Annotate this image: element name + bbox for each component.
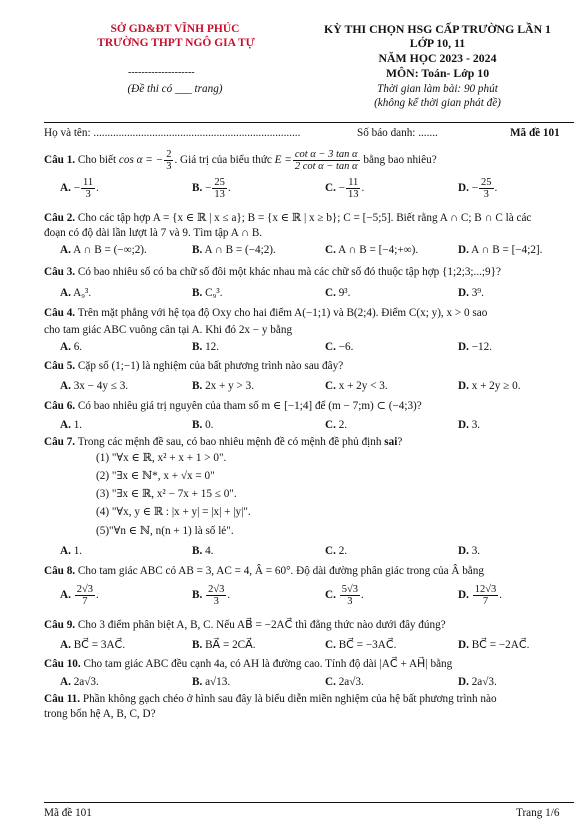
question-4: Câu 4. Trên mặt phẳng với hệ tọa độ Oxy cho hai điểm A(−1;1) và B(2;4). Điểm C(x; y), x > 0 sao xyxy=(44,307,488,319)
q3-option-b[interactable]: B. C₉³. xyxy=(192,287,223,299)
q5-option-d[interactable]: D. x + 2y ≥ 0. xyxy=(458,380,521,392)
q2-option-c[interactable]: C. A ∩ B = [−4;+∞). xyxy=(325,244,419,256)
question-1: Câu 1. Cho biết cos α = − $\frac{2}{3}$ . Giá trị của biểu thức E = $\frac{\text{cot α − 3 tan α}}{\text{2 cot α − tan α}}$ bằng bao nhiêu? xyxy=(44,149,437,173)
q4-option-c[interactable]: C. −6. xyxy=(325,341,354,353)
q9-option-c[interactable]: C. BC⃗ = −3AC⃗. xyxy=(325,639,397,651)
q8-option-b[interactable]: B. $\frac{2√3}{3}$ . xyxy=(192,584,231,608)
q7-option-a[interactable]: A. 1. xyxy=(60,545,83,557)
school-name: TRƯỜNG THPT NGÔ GIA TỰ xyxy=(97,37,255,49)
q10-option-c[interactable]: C. 2a√3. xyxy=(325,676,364,688)
q1-option-a[interactable]: A. − $\frac{11}{3}$ . xyxy=(60,177,99,201)
q8-option-d[interactable]: D. $\frac{12√3}{7}$ . xyxy=(458,584,502,608)
q6-option-a[interactable]: A. 1. xyxy=(60,419,83,431)
question-5: Câu 5. Cặp số (1;−1) là nghiệm của bất phương trình nào sau đây? xyxy=(44,360,344,372)
q7-statement-5: (5)"∀n ∈ ℕ, n(n + 1) là số lẻ". xyxy=(96,525,234,537)
question-6: Câu 6. Có bao nhiêu giá trị nguyên của tham số m ∈ [−1;4] để (m − 7;m) ⊂ (−4;3)? xyxy=(44,400,422,412)
footer-divider xyxy=(44,802,574,803)
exam-time: Thời gian làm bài: 90 phút xyxy=(377,83,498,95)
header-dashes: -------------------- xyxy=(128,67,195,78)
header-divider xyxy=(44,122,574,123)
q5-option-c[interactable]: C. x + 2y < 3. xyxy=(325,380,388,392)
q2-option-b[interactable]: B. A ∩ B = (−4;2). xyxy=(192,244,276,256)
page-number: Trang 1/6 xyxy=(516,807,560,819)
q6-option-d[interactable]: D. 3. xyxy=(458,419,481,431)
footer-exam-code: Mã đề 101 xyxy=(44,807,92,819)
pages-note: (Đề thi có ___ trang) xyxy=(127,83,223,95)
q2-option-a[interactable]: A. A ∩ B = (−∞;2). xyxy=(60,244,147,256)
q7-option-b[interactable]: B. 4. xyxy=(192,545,214,557)
q3-option-a[interactable]: A. A₉³. xyxy=(60,287,92,299)
q9-option-b[interactable]: B. BA⃗ = 2CA⃗. xyxy=(192,639,256,651)
q7-option-c[interactable]: C. 2. xyxy=(325,545,348,557)
student-id-field: Số báo danh: ....... xyxy=(357,127,438,139)
q10-option-d[interactable]: D. 2a√3. xyxy=(458,676,497,688)
q2-option-d[interactable]: D. A ∩ B = [−4;2]. xyxy=(458,244,543,256)
q3-option-c[interactable]: C. 9³. xyxy=(325,287,351,299)
q9-option-a[interactable]: A. BC⃗ = 3AC⃗. xyxy=(60,639,126,651)
q7-statement-3: (3) "∃x ∈ ℝ, x² − 7x + 15 ≤ 0". xyxy=(96,488,237,500)
q7-statement-4: (4) "∀x, y ∈ ℝ : |x + y| = |x| + |y|". xyxy=(96,506,251,518)
question-7: Câu 7. Trong các mệnh đề sau, có bao nhiêu mệnh đề có mệnh đề phủ định sai? xyxy=(44,436,403,448)
q4-option-d[interactable]: D. −12. xyxy=(458,341,492,353)
q1-option-d[interactable]: D. − $\frac{25}{3}$ . xyxy=(458,177,498,201)
question-2: Câu 2. Cho các tập hợp A = {x ∈ ℝ | x ≤ a}; B = {x ∈ ℝ | x ≥ b}; C = [−5;5]. Biết rằng A ∩ C; B ∩ C là các xyxy=(44,212,532,224)
question-4-line2: cho tam giác ABC vuông cân tại A. Khi đó 2x − y bằng xyxy=(44,324,293,336)
question-2-line2: đoạn có độ dài lần lượt là 7 và 9. Tìm tập A ∩ B. xyxy=(44,227,263,239)
q7-statement-1: (1) "∀x ∈ ℝ, x² + x + 1 > 0". xyxy=(96,452,227,464)
question-11-line2: trong bốn hệ A, B, C, D? xyxy=(44,708,156,720)
question-10: Câu 10. Cho tam giác ABC đều cạnh 4a, có AH là đường cao. Tính độ dài |AC⃗ + AH⃗| bằng xyxy=(44,658,453,670)
q1-option-b[interactable]: B. − $\frac{25}{13}$ . xyxy=(192,177,231,201)
school-year: NĂM HỌC 2023 - 2024 xyxy=(378,51,497,65)
q4-option-b[interactable]: B. 12. xyxy=(192,341,220,353)
student-name-field: Họ và tên: .......................................................................... xyxy=(44,127,301,139)
question-3: Câu 3. Có bao nhiêu số có ba chữ số đôi một khác nhau mà các chữ số đó thuộc tập hợp {1;2;3;...;9}? xyxy=(44,266,501,278)
grade: LỚP 10, 11 xyxy=(409,36,466,50)
department: SỞ GD&ĐT VĨNH PHÚC xyxy=(110,23,240,35)
question-9: Câu 9. Cho 3 điểm phân biệt A, B, C. Nếu AB⃗ = −2AC⃗ thì đẳng thức nào dưới đây đúng? xyxy=(44,619,446,631)
q8-option-a[interactable]: A. $\frac{2√3}{7}$ . xyxy=(60,584,99,608)
q3-option-d[interactable]: D. 3⁹. xyxy=(458,287,484,299)
q5-option-a[interactable]: A. 3x − 4y ≤ 3. xyxy=(60,380,129,392)
q1-option-c[interactable]: C. − $\frac{11}{13}$ . xyxy=(325,177,365,201)
question-11: Câu 11. Phần không gạch chéo ở hình sau đây là biểu diễn miền nghiệm của hệ bất phương trình nào xyxy=(44,693,497,705)
exam-title: KỲ THI CHỌN HSG CẤP TRƯỜNG LẦN 1 xyxy=(324,22,551,36)
exam-time-note: (không kể thời gian phát đề) xyxy=(374,97,501,109)
exam-code: Mã đề 101 xyxy=(510,127,560,139)
q6-option-c[interactable]: C. 2. xyxy=(325,419,348,431)
q8-option-c[interactable]: C. $\frac{5√3}{3}$ . xyxy=(325,584,364,608)
question-8: Câu 8. Cho tam giác ABC có AB = 3, AC = 4, Â = 60°. Độ dài đường phân giác trong của Â bằng xyxy=(44,565,484,577)
subject: MÔN: Toán- Lớp 10 xyxy=(385,66,490,80)
q6-option-b[interactable]: B. 0. xyxy=(192,419,214,431)
q5-option-b[interactable]: B. 2x + y > 3. xyxy=(192,380,255,392)
q4-option-a[interactable]: A. 6. xyxy=(60,341,83,353)
q7-option-d[interactable]: D. 3. xyxy=(458,545,481,557)
q7-statement-2: (2) "∃x ∈ ℕ*, x + √x = 0" xyxy=(96,470,215,482)
q10-option-b[interactable]: B. a√13. xyxy=(192,676,231,688)
q10-option-a[interactable]: A. 2a√3. xyxy=(60,676,99,688)
q9-option-d[interactable]: D. BC⃗ = −2AC⃗. xyxy=(458,639,530,651)
